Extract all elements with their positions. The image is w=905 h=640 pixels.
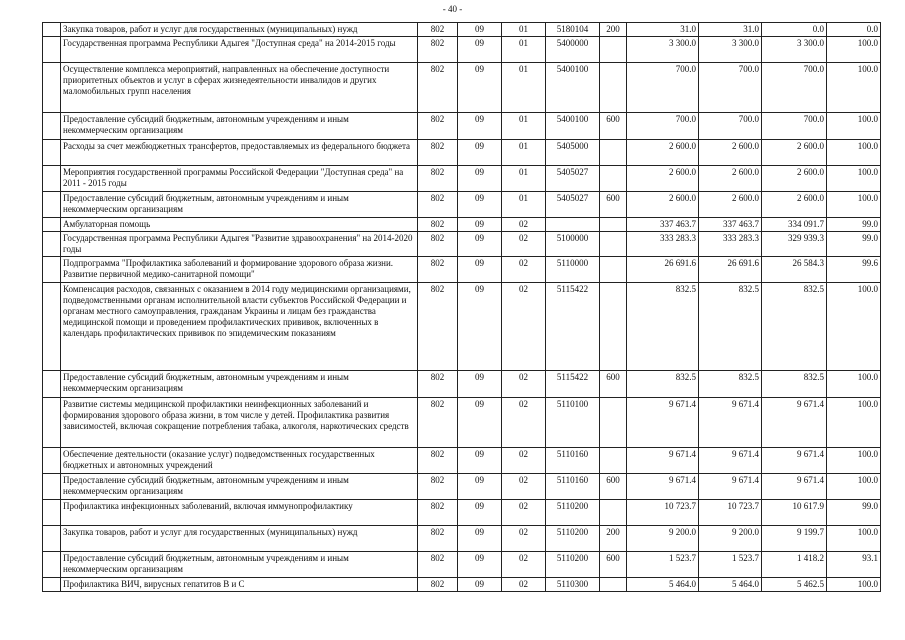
table-row bbox=[43, 113, 881, 140]
table-row bbox=[43, 257, 881, 283]
row-pr-cell: 02 bbox=[502, 526, 546, 552]
row-rz-cell: 09 bbox=[458, 283, 502, 371]
row-approved-cell: 9 671.4 bbox=[699, 474, 762, 500]
row-vr-cell bbox=[600, 398, 627, 448]
row-vr-cell bbox=[600, 283, 627, 371]
row-executed-cell: 9 671.4 bbox=[762, 474, 827, 500]
row-ved-cell: 802 bbox=[418, 218, 458, 232]
table-row bbox=[43, 371, 881, 398]
table-row bbox=[43, 192, 881, 218]
row-approved-cell: 2 600.0 bbox=[699, 140, 762, 166]
row-pr-cell: 01 bbox=[502, 140, 546, 166]
row-ved-cell: 802 bbox=[418, 500, 458, 526]
row-ved-cell: 802 bbox=[418, 140, 458, 166]
row-rz-cell: 09 bbox=[458, 166, 502, 192]
row-vr-cell bbox=[600, 232, 627, 257]
row-vr-cell: 600 bbox=[600, 113, 627, 140]
row-executed-cell: 329 939.3 bbox=[762, 232, 827, 257]
row-ved-cell: 802 bbox=[418, 283, 458, 371]
row-percent-cell: 100.0 bbox=[827, 113, 881, 140]
row-edge-cell bbox=[43, 398, 61, 448]
row-plan-cell: 31.0 bbox=[627, 23, 699, 37]
row-name-cell: Мероприятия государственной программы Российской Федерации "Доступная среда" на 2011 - 2015 годы bbox=[61, 166, 418, 192]
row-name-cell: Предоставление субсидий бюджетным, автономным учреждениям и иным некоммерческим организациям bbox=[61, 113, 418, 140]
row-plan-cell: 832.5 bbox=[627, 371, 699, 398]
row-name-cell: Закупка товаров, работ и услуг для государственных (муниципальных) нужд bbox=[61, 526, 418, 552]
row-name-cell: Закупка товаров, работ и услуг для государственных (муниципальных) нужд bbox=[61, 23, 418, 37]
row-rz-cell: 09 bbox=[458, 578, 502, 592]
row-percent-cell: 100.0 bbox=[827, 448, 881, 474]
row-pr-cell: 02 bbox=[502, 474, 546, 500]
row-pr-cell: 01 bbox=[502, 23, 546, 37]
row-plan-cell: 2 600.0 bbox=[627, 166, 699, 192]
row-approved-cell: 700.0 bbox=[699, 63, 762, 113]
row-executed-cell: 9 671.4 bbox=[762, 398, 827, 448]
row-ved-cell: 802 bbox=[418, 37, 458, 63]
row-pr-cell: 02 bbox=[502, 283, 546, 371]
row-edge-cell bbox=[43, 500, 61, 526]
row-name-cell: Развитие системы медицинской профилактики неинфекционных заболеваний и формирования здорового образа жизни, в том числе у детей. Профилактика развития зависимостей, включая сокращение потребления табака, алкоголя, наркотических средств bbox=[61, 398, 418, 448]
row-percent-cell: 100.0 bbox=[827, 37, 881, 63]
row-pr-cell: 01 bbox=[502, 63, 546, 113]
row-plan-cell: 700.0 bbox=[627, 113, 699, 140]
row-edge-cell bbox=[43, 37, 61, 63]
table-row bbox=[43, 526, 881, 552]
row-plan-cell: 337 463.7 bbox=[627, 218, 699, 232]
row-approved-cell: 31.0 bbox=[699, 23, 762, 37]
row-vr-cell bbox=[600, 166, 627, 192]
row-executed-cell: 0.0 bbox=[762, 23, 827, 37]
row-pr-cell: 01 bbox=[502, 192, 546, 218]
row-plan-cell: 333 283.3 bbox=[627, 232, 699, 257]
row-executed-cell: 2 600.0 bbox=[762, 140, 827, 166]
row-executed-cell: 9 671.4 bbox=[762, 448, 827, 474]
row-percent-cell: 100.0 bbox=[827, 140, 881, 166]
row-name-cell: Осуществление комплекса мероприятий, направленных на обеспечение доступности приоритетных объектов и услуг в сферах жизнедеятельности инвалидов и других маломобильных групп населения bbox=[61, 63, 418, 113]
row-csr-cell: 5110000 bbox=[546, 257, 600, 283]
row-pr-cell: 02 bbox=[502, 232, 546, 257]
row-percent-cell: 100.0 bbox=[827, 192, 881, 218]
row-rz-cell: 09 bbox=[458, 63, 502, 113]
row-approved-cell: 5 464.0 bbox=[699, 578, 762, 592]
row-executed-cell: 2 600.0 bbox=[762, 192, 827, 218]
row-rz-cell: 09 bbox=[458, 500, 502, 526]
row-percent-cell: 93.1 bbox=[827, 552, 881, 578]
table-row bbox=[43, 63, 881, 113]
row-edge-cell bbox=[43, 578, 61, 592]
row-plan-cell: 1 523.7 bbox=[627, 552, 699, 578]
row-executed-cell: 2 600.0 bbox=[762, 166, 827, 192]
row-executed-cell: 832.5 bbox=[762, 371, 827, 398]
row-pr-cell: 01 bbox=[502, 37, 546, 63]
row-percent-cell: 100.0 bbox=[827, 474, 881, 500]
row-ved-cell: 802 bbox=[418, 398, 458, 448]
table-row bbox=[43, 448, 881, 474]
page-number: - 40 - bbox=[442, 4, 463, 14]
row-edge-cell bbox=[43, 448, 61, 474]
row-name-cell: Государственная программа Республики Адыгея "Доступная среда" на 2014-2015 годы bbox=[61, 37, 418, 63]
row-pr-cell: 02 bbox=[502, 398, 546, 448]
row-vr-cell: 200 bbox=[600, 526, 627, 552]
row-edge-cell bbox=[43, 371, 61, 398]
row-csr-cell: 5400100 bbox=[546, 113, 600, 140]
row-pr-cell: 01 bbox=[502, 166, 546, 192]
row-ved-cell: 802 bbox=[418, 166, 458, 192]
row-plan-cell: 2 600.0 bbox=[627, 192, 699, 218]
row-edge-cell bbox=[43, 192, 61, 218]
row-vr-cell: 200 bbox=[600, 23, 627, 37]
row-edge-cell bbox=[43, 166, 61, 192]
row-vr-cell: 600 bbox=[600, 192, 627, 218]
row-name-cell: Компенсация расходов, связанных с оказанием в 2014 году медицинскими организациями, подведомственными органам исполнительной власти субъектов Российской Федерации и органам местного самоуправления, гражданам Украины и лицам без гражданства медицинской помощи и проведением профилактических прививок, включенных в календарь профилактических прививок по эпидемическим показаниям bbox=[61, 283, 418, 371]
table-row bbox=[43, 474, 881, 500]
row-executed-cell: 832.5 bbox=[762, 283, 827, 371]
row-approved-cell: 2 600.0 bbox=[699, 166, 762, 192]
row-csr-cell: 5100000 bbox=[546, 232, 600, 257]
row-csr-cell: 5110300 bbox=[546, 578, 600, 592]
row-vr-cell bbox=[600, 218, 627, 232]
row-approved-cell: 832.5 bbox=[699, 283, 762, 371]
row-pr-cell: 02 bbox=[502, 448, 546, 474]
row-csr-cell: 5405027 bbox=[546, 166, 600, 192]
row-approved-cell: 2 600.0 bbox=[699, 192, 762, 218]
row-name-cell: Профилактика инфекционных заболеваний, включая иммунопрофилактику bbox=[61, 500, 418, 526]
row-executed-cell: 9 199.7 bbox=[762, 526, 827, 552]
row-percent-cell: 99.6 bbox=[827, 257, 881, 283]
row-edge-cell bbox=[43, 552, 61, 578]
row-edge-cell bbox=[43, 474, 61, 500]
row-approved-cell: 10 723.7 bbox=[699, 500, 762, 526]
row-plan-cell: 3 300.0 bbox=[627, 37, 699, 63]
row-rz-cell: 09 bbox=[458, 474, 502, 500]
row-ved-cell: 802 bbox=[418, 526, 458, 552]
row-csr-cell: 5110200 bbox=[546, 500, 600, 526]
row-rz-cell: 09 bbox=[458, 113, 502, 140]
table-row bbox=[43, 398, 881, 448]
row-vr-cell bbox=[600, 63, 627, 113]
row-edge-cell bbox=[43, 23, 61, 37]
row-vr-cell bbox=[600, 578, 627, 592]
row-ved-cell: 802 bbox=[418, 232, 458, 257]
row-plan-cell: 5 464.0 bbox=[627, 578, 699, 592]
row-edge-cell bbox=[43, 526, 61, 552]
row-csr-cell: 5405027 bbox=[546, 192, 600, 218]
row-edge-cell bbox=[43, 283, 61, 371]
row-csr-cell: 5110160 bbox=[546, 474, 600, 500]
table-row bbox=[43, 552, 881, 578]
row-percent-cell: 100.0 bbox=[827, 578, 881, 592]
row-edge-cell bbox=[43, 218, 61, 232]
row-csr-cell: 5400100 bbox=[546, 63, 600, 113]
table-row bbox=[43, 283, 881, 371]
row-rz-cell: 09 bbox=[458, 23, 502, 37]
row-edge-cell bbox=[43, 113, 61, 140]
row-executed-cell: 700.0 bbox=[762, 113, 827, 140]
row-edge-cell bbox=[43, 140, 61, 166]
row-percent-cell: 100.0 bbox=[827, 283, 881, 371]
row-vr-cell: 600 bbox=[600, 474, 627, 500]
row-plan-cell: 9 671.4 bbox=[627, 448, 699, 474]
row-ved-cell: 802 bbox=[418, 448, 458, 474]
row-rz-cell: 09 bbox=[458, 371, 502, 398]
row-name-cell: Амбулаторная помощь bbox=[61, 218, 418, 232]
table-row bbox=[43, 218, 881, 232]
row-rz-cell: 09 bbox=[458, 37, 502, 63]
row-vr-cell bbox=[600, 448, 627, 474]
table-row bbox=[43, 166, 881, 192]
row-vr-cell: 600 bbox=[600, 371, 627, 398]
row-csr-cell: 5115422 bbox=[546, 371, 600, 398]
row-pr-cell: 02 bbox=[502, 552, 546, 578]
row-plan-cell: 26 691.6 bbox=[627, 257, 699, 283]
row-executed-cell: 26 584.3 bbox=[762, 257, 827, 283]
row-edge-cell bbox=[43, 232, 61, 257]
row-ved-cell: 802 bbox=[418, 113, 458, 140]
row-rz-cell: 09 bbox=[458, 232, 502, 257]
row-csr-cell: 5110200 bbox=[546, 526, 600, 552]
row-pr-cell: 02 bbox=[502, 500, 546, 526]
row-ved-cell: 802 bbox=[418, 23, 458, 37]
row-percent-cell: 99.0 bbox=[827, 232, 881, 257]
row-pr-cell: 02 bbox=[502, 578, 546, 592]
row-percent-cell: 100.0 bbox=[827, 63, 881, 113]
row-plan-cell: 832.5 bbox=[627, 283, 699, 371]
row-rz-cell: 09 bbox=[458, 398, 502, 448]
row-rz-cell: 09 bbox=[458, 218, 502, 232]
table-row bbox=[43, 37, 881, 63]
row-plan-cell: 10 723.7 bbox=[627, 500, 699, 526]
row-name-cell: Предоставление субсидий бюджетным, автономным учреждениям и иным некоммерческим организациям bbox=[61, 371, 418, 398]
row-executed-cell: 5 462.5 bbox=[762, 578, 827, 592]
row-edge-cell bbox=[43, 257, 61, 283]
row-pr-cell: 02 bbox=[502, 371, 546, 398]
table-row bbox=[43, 578, 881, 592]
row-csr-cell: 5110200 bbox=[546, 552, 600, 578]
row-csr-cell: 5400000 bbox=[546, 37, 600, 63]
row-vr-cell bbox=[600, 140, 627, 166]
row-name-cell: Подпрограмма "Профилактика заболеваний и формирование здорового образа жизни. Развитие первичной медико-санитарной помощи" bbox=[61, 257, 418, 283]
row-plan-cell: 2 600.0 bbox=[627, 140, 699, 166]
row-executed-cell: 700.0 bbox=[762, 63, 827, 113]
row-edge-cell bbox=[43, 63, 61, 113]
row-approved-cell: 1 523.7 bbox=[699, 552, 762, 578]
row-ved-cell: 802 bbox=[418, 578, 458, 592]
row-pr-cell: 02 bbox=[502, 257, 546, 283]
budget-table bbox=[42, 22, 881, 592]
row-percent-cell: 100.0 bbox=[827, 398, 881, 448]
row-csr-cell: 5110100 bbox=[546, 398, 600, 448]
row-pr-cell: 02 bbox=[502, 218, 546, 232]
row-name-cell: Расходы за счет межбюджетных трансфертов, предоставляемых из федерального бюджета bbox=[61, 140, 418, 166]
row-percent-cell: 100.0 bbox=[827, 526, 881, 552]
row-plan-cell: 9 200.0 bbox=[627, 526, 699, 552]
row-percent-cell: 99.0 bbox=[827, 500, 881, 526]
row-ved-cell: 802 bbox=[418, 371, 458, 398]
row-name-cell: Обеспечение деятельности (оказание услуг) подведомственных государственных бюджетных и автономных учреждений bbox=[61, 448, 418, 474]
row-name-cell: Профилактика ВИЧ, вирусных гепатитов В и С bbox=[61, 578, 418, 592]
row-rz-cell: 09 bbox=[458, 526, 502, 552]
row-rz-cell: 09 bbox=[458, 192, 502, 218]
row-approved-cell: 700.0 bbox=[699, 113, 762, 140]
row-csr-cell bbox=[546, 218, 600, 232]
row-executed-cell: 3 300.0 bbox=[762, 37, 827, 63]
row-approved-cell: 9 671.4 bbox=[699, 448, 762, 474]
row-percent-cell: 100.0 bbox=[827, 166, 881, 192]
row-percent-cell: 100.0 bbox=[827, 371, 881, 398]
row-approved-cell: 3 300.0 bbox=[699, 37, 762, 63]
row-executed-cell: 334 091.7 bbox=[762, 218, 827, 232]
row-rz-cell: 09 bbox=[458, 448, 502, 474]
row-csr-cell: 5110160 bbox=[546, 448, 600, 474]
row-plan-cell: 9 671.4 bbox=[627, 474, 699, 500]
row-percent-cell: 0.0 bbox=[827, 23, 881, 37]
row-vr-cell bbox=[600, 257, 627, 283]
row-approved-cell: 9 200.0 bbox=[699, 526, 762, 552]
row-csr-cell: 5405000 bbox=[546, 140, 600, 166]
row-executed-cell: 1 418.2 bbox=[762, 552, 827, 578]
row-approved-cell: 26 691.6 bbox=[699, 257, 762, 283]
row-vr-cell: 600 bbox=[600, 552, 627, 578]
row-name-cell: Предоставление субсидий бюджетным, автономным учреждениям и иным некоммерческим организациям bbox=[61, 552, 418, 578]
row-ved-cell: 802 bbox=[418, 552, 458, 578]
row-vr-cell bbox=[600, 500, 627, 526]
row-percent-cell: 99.0 bbox=[827, 218, 881, 232]
row-executed-cell: 10 617.9 bbox=[762, 500, 827, 526]
row-name-cell: Предоставление субсидий бюджетным, автономным учреждениям и иным некоммерческим организациям bbox=[61, 192, 418, 218]
row-approved-cell: 9 671.4 bbox=[699, 398, 762, 448]
table-row bbox=[43, 232, 881, 257]
row-rz-cell: 09 bbox=[458, 140, 502, 166]
row-plan-cell: 700.0 bbox=[627, 63, 699, 113]
row-ved-cell: 802 bbox=[418, 257, 458, 283]
row-ved-cell: 802 bbox=[418, 63, 458, 113]
row-approved-cell: 333 283.3 bbox=[699, 232, 762, 257]
row-name-cell: Предоставление субсидий бюджетным, автономным учреждениям и иным некоммерческим организациям bbox=[61, 474, 418, 500]
row-rz-cell: 09 bbox=[458, 552, 502, 578]
row-plan-cell: 9 671.4 bbox=[627, 398, 699, 448]
row-pr-cell: 01 bbox=[502, 113, 546, 140]
row-approved-cell: 337 463.7 bbox=[699, 218, 762, 232]
row-approved-cell: 832.5 bbox=[699, 371, 762, 398]
row-rz-cell: 09 bbox=[458, 257, 502, 283]
row-name-cell: Государственная программа Республики Адыгея "Развитие здравоохранения" на 2014-2020 годы bbox=[61, 232, 418, 257]
table-row bbox=[43, 23, 881, 37]
row-csr-cell: 5180104 bbox=[546, 23, 600, 37]
table-row bbox=[43, 500, 881, 526]
row-csr-cell: 5115422 bbox=[546, 283, 600, 371]
row-vr-cell bbox=[600, 37, 627, 63]
row-ved-cell: 802 bbox=[418, 474, 458, 500]
table-row bbox=[43, 140, 881, 166]
row-ved-cell: 802 bbox=[418, 192, 458, 218]
